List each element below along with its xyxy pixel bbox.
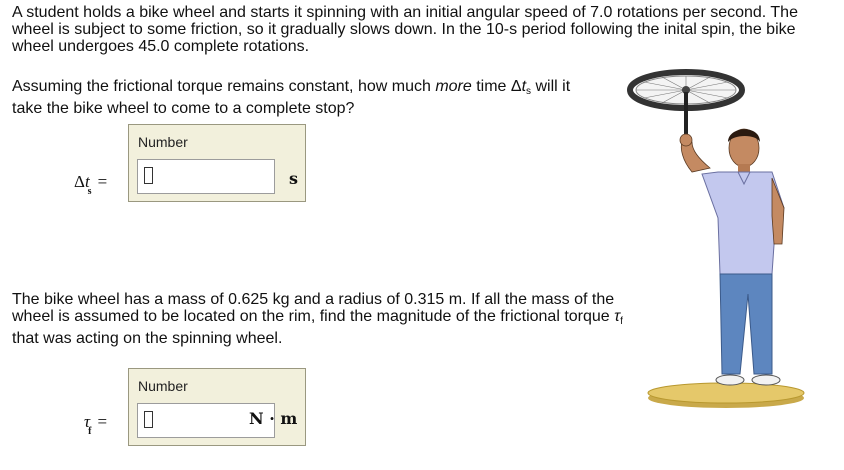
- answer2-number-label: Number: [138, 378, 188, 394]
- question-variable: t: [521, 78, 527, 95]
- answer1-variable-subscript: s: [87, 186, 92, 197]
- answer2-equals: =: [97, 412, 108, 431]
- answer1-number-label: Number: [138, 134, 188, 150]
- answer1-unit: s: [289, 169, 299, 188]
- platform-disc: [648, 383, 804, 408]
- answer1-variable: t: [84, 172, 90, 191]
- answer1-variable-label: [74, 172, 107, 197]
- delta-symbol: Δ: [74, 172, 85, 191]
- part2-suffix: that was acting on the spinning wheel.: [12, 330, 283, 347]
- question-emphasis: more: [435, 78, 472, 95]
- student-figure: [680, 129, 784, 385]
- answer2-unit: N · m: [249, 409, 298, 428]
- answer1-input[interactable]: [137, 159, 275, 194]
- answer2-variable: τ: [84, 412, 91, 431]
- question-mid: time Δ: [471, 78, 522, 95]
- answer2-box: [128, 368, 306, 446]
- answer1-box: [128, 124, 306, 202]
- part2-variable-subscript: f: [620, 316, 623, 327]
- question-prefix: Assuming the frictional torque remains constant, how much: [12, 78, 436, 95]
- problem-intro: A student holds a bike wheel and starts it spinning with an initial angular speed of 7.0 rotations per second. The wheel is subject to some friction, so it gradually slows down. In the 10-s period following the inital spin, the bike wheel undergoes 45.0 complete rotations.: [12, 4, 798, 55]
- answer2-variable-subscript: f: [88, 426, 92, 437]
- problem-question: [12, 78, 592, 117]
- wheel-axle: [684, 92, 688, 138]
- question-suffix: will it take the bike wheel to come to a complete stop?: [12, 78, 571, 117]
- answer1-equals: =: [97, 172, 108, 191]
- part2-prefix: The bike wheel has a mass of 0.625 kg and a radius of 0.315 m. If all the mass of the wheel is assumed to be located on the rim, find the magnitude of the frictional torque: [12, 291, 615, 325]
- answer2-variable-label: [84, 412, 107, 437]
- problem-part2: [12, 291, 632, 347]
- student-holding-bike-wheel-illustration: [622, 68, 838, 414]
- part2-variable: τ: [614, 308, 621, 325]
- question-variable-subscript: s: [526, 86, 532, 97]
